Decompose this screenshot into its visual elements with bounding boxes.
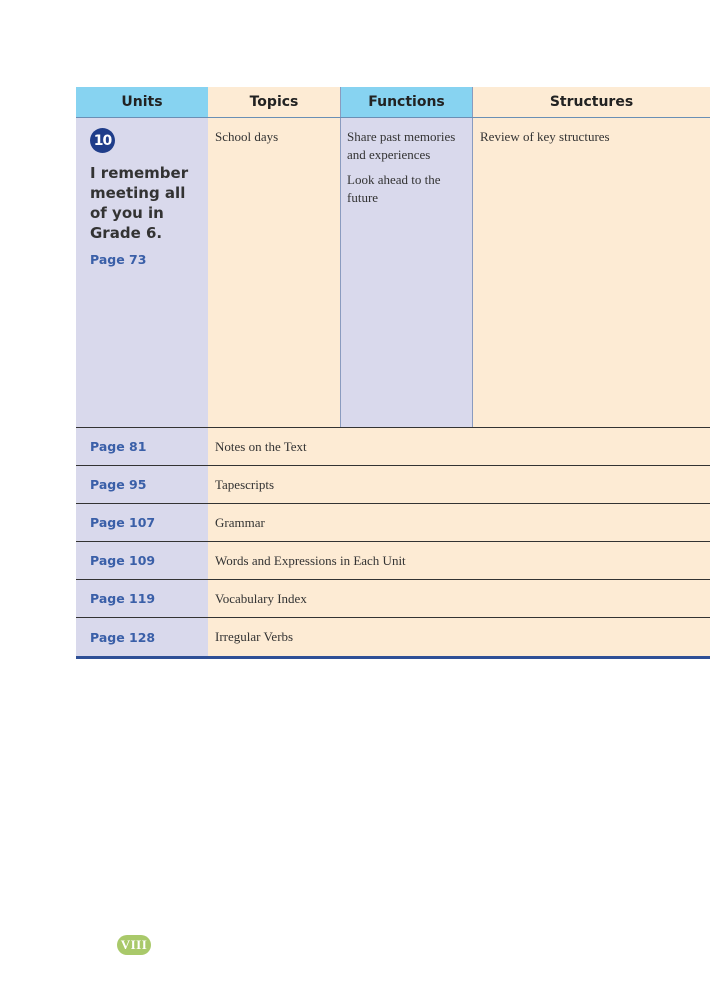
header-functions: Functions — [340, 87, 473, 117]
function-item: Share past memories and experiences — [347, 129, 456, 162]
reference-row — [76, 466, 710, 504]
reference-title: Tapescripts — [208, 466, 710, 503]
reference-row — [76, 542, 710, 580]
structure-text: Review of key structures — [480, 129, 610, 144]
reference-title: Irregular Verbs — [208, 618, 710, 656]
contents-table — [76, 87, 710, 659]
reference-row — [76, 580, 710, 618]
unit-cell — [76, 118, 208, 427]
reference-page-link[interactable]: Page 107 — [76, 504, 208, 541]
unit-page-link[interactable]: Page 73 — [90, 252, 147, 267]
header-structures: Structures — [473, 87, 710, 117]
reference-row — [76, 504, 710, 542]
unit-functions — [340, 118, 473, 427]
reference-page-link[interactable]: Page 128 — [76, 618, 208, 656]
reference-row — [76, 428, 710, 466]
function-item: Look ahead to the future — [347, 172, 441, 205]
reference-title: Vocabulary Index — [208, 580, 710, 617]
header-topics: Topics — [208, 87, 340, 117]
reference-title: Notes on the Text — [208, 428, 710, 465]
unit-title: I remember meeting all of you in Grade 6. — [90, 164, 189, 242]
reference-title: Grammar — [208, 504, 710, 541]
reference-page-link[interactable]: Page 109 — [76, 542, 208, 579]
topic-text: School days — [215, 129, 279, 144]
unit-row — [76, 118, 710, 428]
reference-page-link[interactable]: Page 119 — [76, 580, 208, 617]
reference-title: Words and Expressions in Each Unit — [208, 542, 710, 579]
unit-topics — [208, 118, 340, 427]
unit-structures — [473, 118, 710, 427]
table-header — [76, 87, 710, 118]
reference-page-link[interactable]: Page 81 — [76, 428, 208, 465]
reference-row — [76, 618, 710, 659]
page-number-badge: VIII — [117, 935, 151, 955]
reference-page-link[interactable]: Page 95 — [76, 466, 208, 503]
header-units: Units — [76, 87, 208, 117]
unit-number-badge: 10 — [90, 128, 115, 153]
